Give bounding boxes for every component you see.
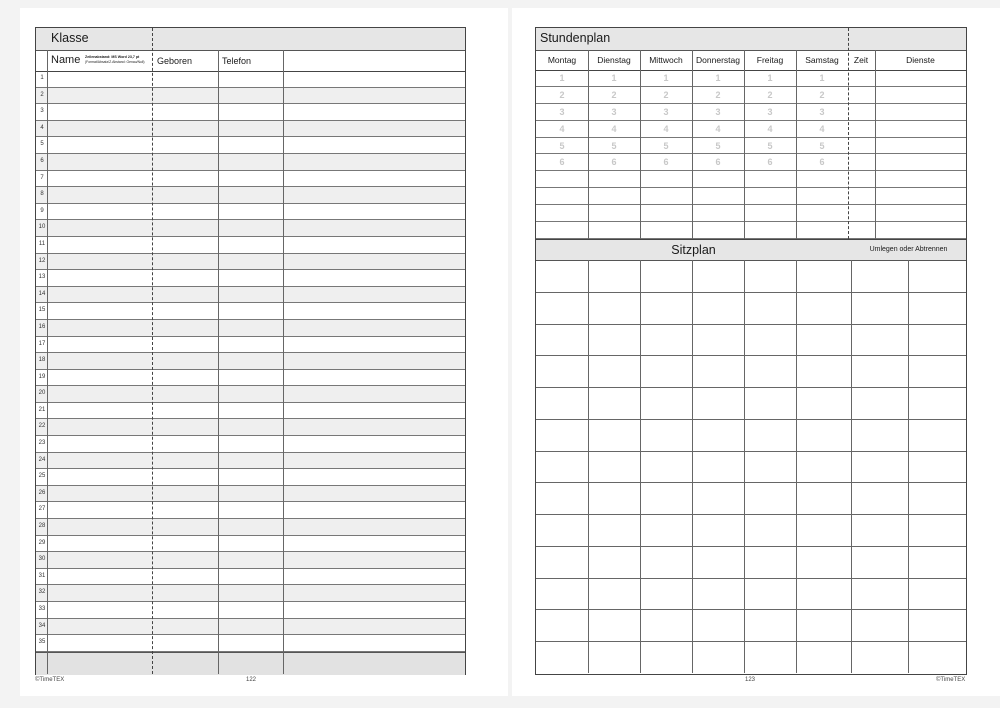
- class-list-row: [36, 254, 465, 271]
- class-list-row: [36, 88, 465, 105]
- row-number: 7: [40, 174, 44, 181]
- period-number: 2: [819, 89, 825, 100]
- class-list-row: [36, 154, 465, 171]
- born-column-divider: [218, 50, 219, 674]
- row-number: 15: [38, 307, 46, 314]
- period-number: 1: [611, 73, 617, 83]
- period-number: 2: [715, 89, 721, 100]
- period-number: 5: [559, 140, 565, 151]
- timetable-rows: [536, 70, 966, 239]
- name-note-line1: Zeilenabstand: MS Word 23,7 pt: [85, 55, 140, 59]
- period-number: 1: [663, 73, 669, 83]
- class-list-row: [36, 419, 465, 436]
- timetable-row: [536, 205, 966, 222]
- timetable-row: [536, 154, 966, 171]
- period-number: 6: [715, 157, 721, 168]
- class-list-row: [36, 171, 465, 188]
- seating-column-line: [908, 260, 909, 673]
- period-number: 3: [715, 106, 721, 117]
- period-number: 3: [663, 106, 669, 117]
- row-number: 8: [40, 191, 44, 198]
- row-number: 26: [38, 489, 46, 496]
- row-number: 20: [38, 390, 46, 397]
- period-number: 5: [767, 140, 773, 151]
- class-list-row: [36, 337, 465, 354]
- row-number: 35: [38, 639, 46, 646]
- seating-column-line: [744, 260, 745, 673]
- seating-row-line: [536, 387, 966, 388]
- seating-row-line: [536, 451, 966, 452]
- timetable-row: [536, 138, 966, 155]
- row-number: 1: [40, 75, 44, 81]
- tt-divider-2: [640, 50, 641, 239]
- class-list-row: [36, 204, 465, 221]
- period-number: 4: [559, 123, 565, 134]
- period-number: 6: [767, 157, 773, 168]
- seating-row-line: [536, 514, 966, 515]
- copyright-left: ©TimeTEX: [35, 677, 65, 683]
- row-number: 23: [38, 440, 46, 447]
- class-list-footer-row: [36, 652, 465, 675]
- timetable-row: [536, 87, 966, 104]
- class-list-row: [36, 585, 465, 602]
- row-number: 13: [38, 274, 46, 281]
- tt-divider-6: [875, 50, 876, 239]
- row-number: 9: [40, 207, 44, 214]
- period-number: 6: [611, 157, 617, 168]
- class-list-row: [36, 187, 465, 204]
- duties-column-header: Dienste: [906, 55, 935, 65]
- seating-column-line: [692, 260, 693, 673]
- day-header: Samstag: [805, 55, 839, 65]
- tt-divider-1: [588, 50, 589, 239]
- period-number: 6: [559, 157, 565, 168]
- period-number: 6: [663, 157, 669, 168]
- period-number: 1: [559, 73, 565, 83]
- period-number: 1: [767, 73, 773, 83]
- page-number-right: 123: [745, 677, 756, 683]
- period-number: 3: [559, 106, 565, 117]
- period-number: 4: [767, 123, 773, 134]
- class-list-row: [36, 519, 465, 536]
- timetable-header: [536, 28, 966, 51]
- period-number: 3: [611, 106, 617, 117]
- row-number: 16: [38, 323, 46, 330]
- seating-column-line: [588, 260, 589, 673]
- seating-column-line: [796, 260, 797, 673]
- row-number: 10: [38, 224, 46, 231]
- row-number: 14: [38, 290, 46, 297]
- class-list-row: [36, 71, 465, 88]
- seating-column-line: [851, 260, 852, 673]
- class-title: Klasse: [51, 31, 89, 45]
- timetable-row: [536, 188, 966, 205]
- seating-plan-note: Umlegen oder Abtrennen: [869, 246, 948, 253]
- period-number: 2: [611, 89, 617, 100]
- period-number: 5: [819, 140, 825, 151]
- period-number: 2: [663, 89, 669, 100]
- timetable-column-header: [536, 50, 966, 71]
- seating-row-line: [536, 609, 966, 610]
- timetable-row: [536, 171, 966, 188]
- seating-plan: [535, 240, 967, 675]
- row-number: 32: [38, 589, 46, 596]
- seating-plan-title: Sitzplan: [671, 243, 716, 257]
- time-column-header: Zeit: [853, 55, 869, 65]
- row-number: 25: [38, 473, 46, 480]
- class-list-row: [36, 486, 465, 503]
- class-list-row: [36, 436, 465, 453]
- class-list-row: [36, 386, 465, 403]
- day-header: Donnerstag: [696, 55, 740, 65]
- class-list-row: [36, 353, 465, 370]
- class-list-row: [36, 453, 465, 470]
- period-number: 3: [767, 106, 773, 117]
- period-number: 6: [819, 157, 825, 168]
- class-list-row: [36, 303, 465, 320]
- class-list-row: [36, 619, 465, 636]
- period-number: 5: [715, 140, 721, 151]
- class-list-row: [36, 104, 465, 121]
- period-number: 4: [715, 123, 721, 134]
- row-number: 21: [38, 406, 46, 413]
- row-number: 2: [40, 91, 44, 98]
- class-list-row: [36, 469, 465, 486]
- period-number: 4: [611, 123, 617, 134]
- class-list-row: [36, 121, 465, 138]
- seating-row-line: [536, 324, 966, 325]
- timetable-row: [536, 121, 966, 138]
- class-list-row: [36, 287, 465, 304]
- class-list: [35, 27, 466, 675]
- class-list-rows: [36, 71, 465, 652]
- period-number: 1: [715, 73, 721, 83]
- seating-row-line: [536, 641, 966, 642]
- phone-column-header: Telefon: [222, 56, 252, 66]
- class-list-row: [36, 502, 465, 519]
- row-number: 19: [38, 373, 46, 380]
- seating-row-line: [536, 546, 966, 547]
- fold-line: [152, 28, 153, 674]
- row-number: 27: [38, 506, 46, 513]
- period-number: 4: [819, 123, 825, 134]
- class-list-row: [36, 370, 465, 387]
- row-number: 17: [38, 340, 46, 347]
- number-column-divider: [47, 50, 48, 674]
- class-list-header: [36, 28, 465, 51]
- class-list-row: [36, 237, 465, 254]
- seating-plan-header: [536, 240, 966, 261]
- row-number: 33: [38, 606, 46, 612]
- tt-divider-4: [744, 50, 745, 239]
- row-number: 3: [40, 108, 44, 115]
- class-list-row: [36, 602, 465, 619]
- born-column-header: Geboren: [157, 56, 193, 66]
- period-number: 2: [767, 89, 773, 100]
- timetable: [535, 27, 967, 240]
- tt-fold-line: [848, 28, 849, 239]
- row-number: 30: [38, 556, 46, 563]
- row-number: 34: [38, 622, 46, 629]
- timetable-row: [536, 104, 966, 121]
- seating-column-line: [640, 260, 641, 673]
- name-column-header: Name: [51, 54, 81, 66]
- row-number: 11: [38, 240, 46, 247]
- timetable-row: [536, 222, 966, 239]
- row-number: 18: [38, 357, 46, 364]
- seating-row-line: [536, 292, 966, 293]
- day-header: Mittwoch: [649, 55, 683, 65]
- row-number: 29: [38, 539, 46, 546]
- period-number: 1: [819, 73, 825, 83]
- row-number: 12: [38, 257, 46, 264]
- seating-row-line: [536, 419, 966, 420]
- timetable-row: [536, 70, 966, 87]
- period-number: 3: [819, 106, 825, 117]
- period-number: 5: [663, 140, 669, 151]
- period-number: 2: [559, 89, 565, 100]
- class-list-row: [36, 270, 465, 287]
- tt-divider-5: [796, 50, 797, 239]
- name-note-line2: (Format/Absatz/Z.Abstand: Genau/Null): [85, 60, 145, 64]
- class-list-row: [36, 403, 465, 420]
- class-list-row: [36, 635, 465, 652]
- seating-row-line: [536, 355, 966, 356]
- class-list-row: [36, 320, 465, 337]
- class-list-row: [36, 569, 465, 586]
- class-list-row: [36, 536, 465, 553]
- row-number: 28: [38, 523, 46, 530]
- row-number: 31: [38, 572, 46, 579]
- period-number: 4: [663, 123, 669, 134]
- seating-row-line: [536, 578, 966, 579]
- class-list-row: [36, 137, 465, 154]
- day-header: Dienstag: [597, 55, 631, 65]
- seating-grid: [536, 260, 966, 673]
- page-number-left: 122: [246, 677, 257, 683]
- phone-column-divider: [283, 50, 284, 674]
- seating-row-line: [536, 482, 966, 483]
- day-header: Montag: [547, 55, 577, 65]
- class-list-row: [36, 220, 465, 237]
- class-list-row: [36, 552, 465, 569]
- class-list-column-header: [36, 50, 465, 72]
- period-number: 5: [611, 140, 617, 151]
- row-number: 5: [40, 141, 44, 148]
- day-header: Freitag: [756, 55, 784, 65]
- timetable-title: Stundenplan: [540, 31, 611, 45]
- tt-divider-3: [692, 50, 693, 239]
- row-number: 22: [38, 423, 46, 430]
- copyright-right: ©TimeTEX: [936, 677, 966, 683]
- row-number: 6: [40, 157, 44, 164]
- row-number: 4: [40, 124, 44, 131]
- row-number: 24: [38, 456, 46, 463]
